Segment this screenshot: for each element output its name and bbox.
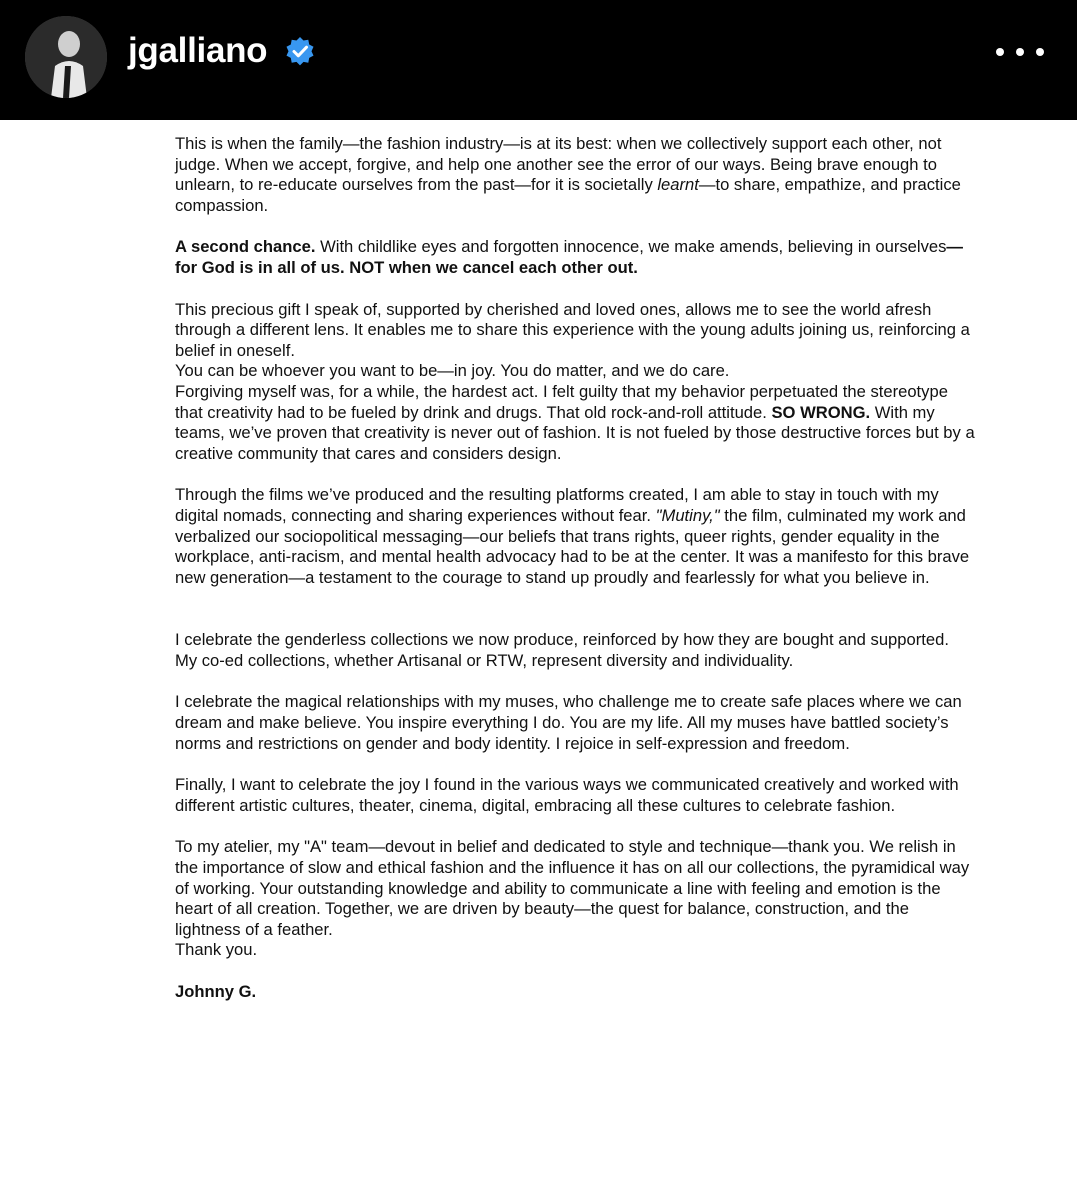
text-line: This precious gift I speak of, supported by cherished and loved ones, allows me to see the world afresh through a different lens. It enables me to share this experience with the young adults joining us, reinforcing a belief in oneself. (175, 299, 970, 360)
paragraph-3 (175, 300, 975, 465)
text: This is when the family—the fashion industry—is at its best: when we collectively support each other, not judge. When we accept, forgive, and help one another see the error of our ways. Being brave enough to unlearn, to re-educate ourselves from the past—for it is societally (175, 134, 942, 195)
username[interactable]: jgalliano (128, 31, 268, 70)
dot (1036, 48, 1044, 56)
text: the film, culminated my work and verbalized our sociopolitical messaging—our beliefs that trans rights, queer rights, gender equality in the workplace, anti-racism, and mental health advocacy had to be at the center. It was a manifesto for this brave new generation—a testament to the courage to stand up proudly and fearlessly for what you believe in. (175, 505, 970, 587)
signature: Johnny G. (175, 982, 257, 1001)
avatar-photo (25, 16, 107, 98)
italic-text: "Mutiny," (655, 505, 720, 525)
paragraph-6: I celebrate the magical relationships with my muses, who challenge me to create safe places where we can dream and make believe. You inspire everything I do. You are my life. All my muses have battled society’s norms and restrictions on gender and body identity. I rejoice in self-expression and freedom. (175, 692, 962, 753)
text-line: To my atelier, my "A" team—devout in belief and dedicated to style and technique—thank you. We relish in the importance of slow and ethical fashion and the influence it has on all our collections, the pyramidical way of working. Your outstanding knowledge and ability to communicate a line with feeling and emotion is the heart of all creation. Together, we are driven by beauty—the quest for balance, construction, and the lightness of a feather. (175, 837, 970, 939)
letter-body (175, 134, 975, 1024)
paragraph-4 (175, 485, 975, 588)
bold-text: SO WRONG. (771, 402, 871, 422)
dot (1016, 48, 1024, 56)
text-line: Thank you. (175, 940, 258, 960)
paragraph-8 (175, 837, 975, 961)
text-line: You can be whoever you want to be—in joy. You do matter, and we do care. (175, 361, 730, 381)
post-header (0, 0, 1077, 120)
text: With my teams, we’ve proven that creativity is never out of fashion. It is not fueled by those destructive forces but by a creative community that cares and considers design. (175, 402, 975, 463)
letter-image (0, 120, 1077, 1200)
profile-avatar[interactable] (25, 16, 107, 98)
paragraph-1 (175, 134, 975, 216)
text: —to share, empathize, and practice compassion. (175, 175, 961, 215)
text: With childlike eyes and forgotten innocence, we make amends, believing in ourselves (315, 237, 947, 257)
more-options-icon[interactable] (996, 32, 1044, 72)
paragraph-2 (175, 237, 975, 278)
dot (996, 48, 1004, 56)
paragraph-7: Finally, I want to celebrate the joy I found in the various ways we communicated creatively and worked with different artistic cultures, theater, cinema, digital, embracing all these cultures to celebrate fashion. (175, 775, 959, 815)
paragraph-5: I celebrate the genderless collections we now produce, reinforced by how they are bought and supported. My co-ed collections, whether Artisanal or RTW, represent diversity and individuality. (175, 630, 949, 670)
bold-text: —for God is in all of us. NOT when we cancel each other out. (175, 237, 963, 277)
text: Through the films we’ve produced and the resulting platforms created, I am able to stay in touch with my digital nomads, connecting and sharing experiences without fear. (175, 485, 939, 525)
bold-text: A second chance. (175, 237, 316, 257)
text: Forgiving myself was, for a while, the hardest act. I felt guilty that my behavior perpetuated the stereotype that creativity had to be fueled by drink and drugs. That old rock-and-roll attitude. (175, 381, 948, 422)
text-line (175, 382, 975, 464)
italic-text: learnt (657, 175, 699, 195)
verified-badge-icon (284, 36, 316, 68)
